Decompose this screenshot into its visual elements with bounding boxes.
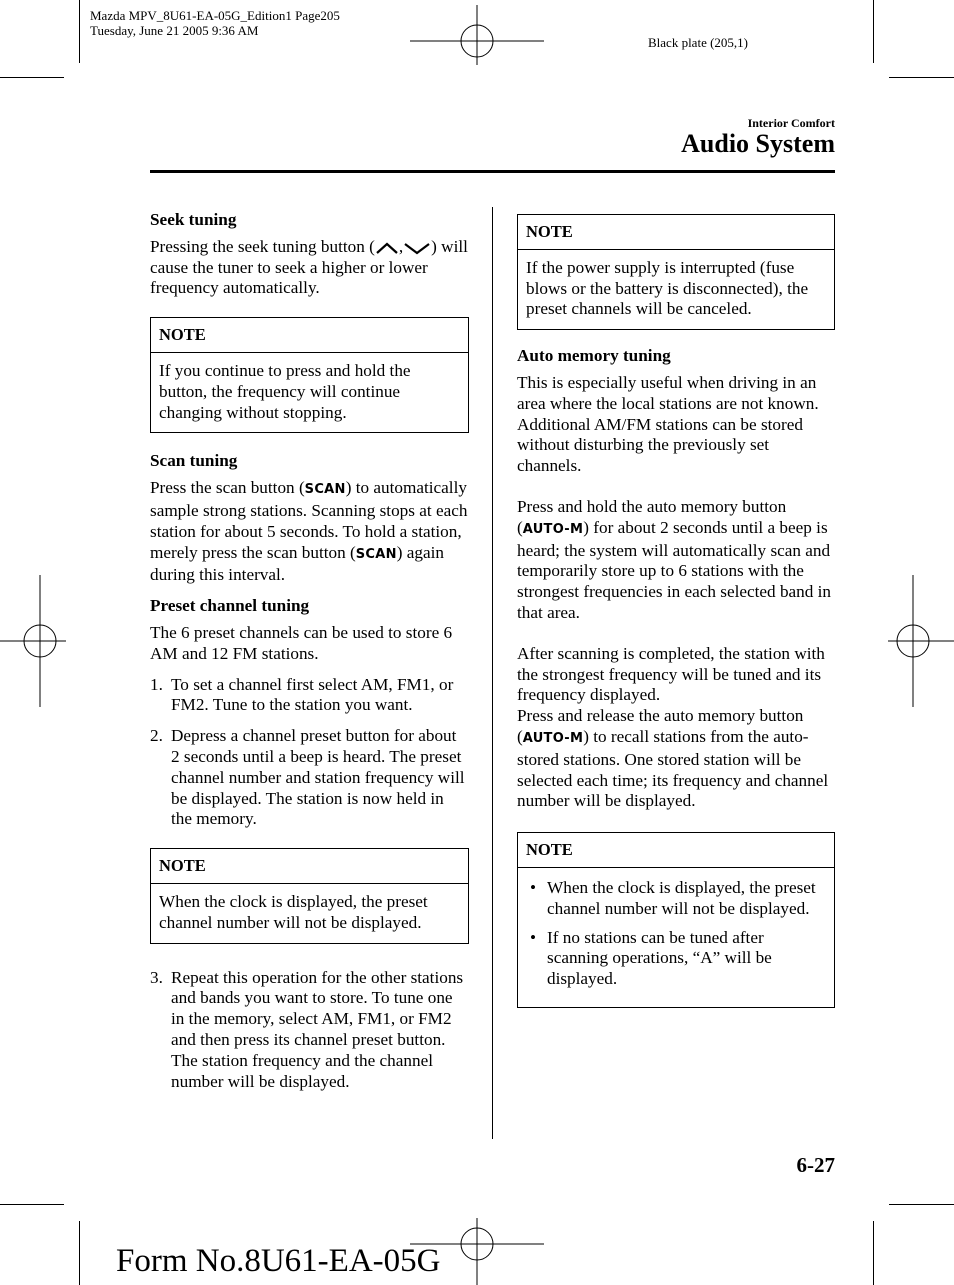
note-text: When the clock is displayed, the preset channel number will not be displayed. (159, 891, 428, 932)
step-number: 1. (150, 674, 163, 694)
preset-tuning-heading: Preset channel tuning (150, 596, 310, 616)
note-text: If the power supply is interrupted (fuse blows or the battery is disconnected), the preset channels will be canceled. (526, 257, 809, 319)
auto-m-button-glyph: AUTO-M (522, 730, 584, 746)
step-number: 2. (150, 726, 163, 746)
scan-button-glyph: SCAN (304, 482, 346, 498)
auto-memory-para2-post: ) for about 2 seconds until a beep is heard; the system will automatically scan and temporarily store up to 6 stations with the strongest frequencies in each selected band in that area. (517, 517, 832, 622)
page-title: Audio System (681, 129, 835, 158)
seek-tuning-heading: Seek tuning (150, 210, 237, 229)
column-divider (492, 207, 493, 1139)
crop-mark (0, 1204, 64, 1205)
note-label: NOTE (518, 215, 834, 250)
plate-label: Black plate (205,1) (648, 35, 748, 50)
crop-mark (0, 77, 64, 78)
print-meta-line2: Tuesday, June 21 2005 9:36 AM (90, 23, 259, 38)
list-item (150, 675, 469, 717)
auto-m-button-glyph: AUTO-M (522, 521, 584, 537)
list-item (150, 968, 469, 1093)
note-box (150, 317, 469, 433)
seek-text-before: Pressing the seek tuning button ( (150, 236, 375, 256)
chevron-down-icon (403, 241, 431, 255)
scan-tuning-text (150, 478, 469, 586)
crop-mark (889, 77, 954, 78)
scan-text-part1: Press the scan button ( (150, 478, 305, 498)
crop-mark (79, 0, 80, 63)
registration-mark-left (0, 575, 66, 707)
step-text: Depress a channel preset button for about 2 seconds until a beep is heard. The preset channel number and station frequency will be displayed. The station is now held in the memory. (171, 726, 465, 829)
scan-text-part2: ) to automatically sample strong stations. Scanning stops at each station for about 5 seconds. To hold a station, merely press the scan button ( (150, 478, 468, 562)
note-body (518, 868, 834, 1007)
auto-memory-para2-pre: Press and hold the auto memory button ( (517, 496, 787, 537)
list-item (526, 928, 826, 990)
crop-mark (873, 1221, 874, 1285)
bullet-text: If no stations can be tuned after scanning operations, “A” will be displayed. (547, 927, 772, 989)
form-number: Form No.8U61-EA-05G (116, 1243, 441, 1279)
auto-memory-para3: After scanning is completed, the station with the strongest frequency will be tuned and its frequency displayed. (517, 643, 825, 705)
auto-memory-heading: Auto memory tuning (517, 346, 671, 366)
note-bullets (526, 878, 826, 990)
chevron-up-icon (375, 241, 399, 255)
seek-tuning-text (150, 237, 469, 299)
auto-memory-para4-post: ) to recall stations from the auto-stored stations. One stored station will be selected each time; its frequency and channel number will be displayed. (517, 726, 829, 811)
print-meta-line1: Mazda MPV_8U61-EA-05G_Edition1 Page205 (90, 8, 340, 23)
registration-mark-right (888, 575, 954, 707)
step-text: Repeat this operation for the other stations and bands you want to store. To tune one in the memory, select AM, FM1, or FM2 and then press its channel preset button. The station frequency and the channel number will be displayed. (171, 967, 464, 1091)
crop-mark (889, 1204, 954, 1205)
list-item (150, 726, 469, 830)
section-label: Interior Comfort (747, 116, 835, 130)
note-label: NOTE (151, 318, 468, 353)
list-item (526, 878, 826, 920)
scan-button-glyph: SCAN (355, 546, 397, 562)
step-number: 3. (150, 967, 163, 987)
preset-steps (150, 675, 469, 831)
bullet-icon: • (530, 927, 537, 947)
page-number: 6-27 (796, 1153, 835, 1177)
note-label: NOTE (518, 833, 834, 868)
note-label: NOTE (151, 849, 468, 884)
preset-steps-continued (150, 968, 469, 1093)
crop-mark (79, 1221, 80, 1285)
seek-text-after: ) will cause the tuner to seek a higher or lower frequency automatically. (150, 236, 468, 298)
note-box (517, 214, 835, 330)
print-meta (90, 8, 340, 38)
scan-text-part3: ) again during this interval. (150, 542, 445, 585)
bullet-icon: • (530, 877, 537, 897)
auto-memory-para1: This is especially useful when driving in an area where the local stations are not known. Additional AM/FM stations can be stored without disturbing the previously set channels. (517, 372, 819, 476)
note-box (150, 848, 469, 943)
right-column (517, 214, 835, 1026)
step-text: To set a channel first select AM, FM1, or FM2. Tune to the station you want. (171, 674, 454, 715)
preset-intro: The 6 preset channels can be used to store 6 AM and 12 FM stations. (150, 622, 453, 663)
note-text: If you continue to press and hold the button, the frequency will continue changing without stopping. (159, 360, 411, 422)
bullet-text: When the clock is displayed, the preset channel number will not be displayed. (547, 877, 816, 918)
seek-separator: , (398, 236, 404, 256)
auto-memory-para4 (517, 706, 835, 812)
note-box (517, 832, 835, 1008)
scan-tuning-heading: Scan tuning (150, 451, 238, 471)
registration-mark-top (410, 5, 544, 75)
header-rule (150, 170, 835, 173)
crop-mark (873, 0, 874, 63)
auto-memory-para4-pre: Press and release the auto memory button ( (517, 706, 804, 746)
auto-memory-para2 (517, 497, 835, 624)
left-column (150, 210, 469, 1110)
